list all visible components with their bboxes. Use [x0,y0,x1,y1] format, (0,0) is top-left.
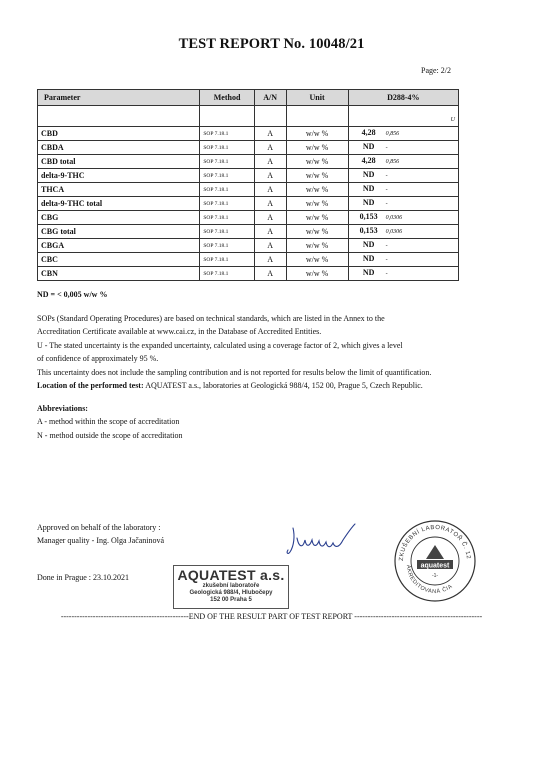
parameter-cell: THCA [38,183,200,197]
result-value: ND [362,170,375,179]
approval-line1: Approved on behalf of the laboratory : [37,523,161,532]
report-title: TEST REPORT No. 10048/21 [178,36,365,52]
result-value: ND [362,268,375,277]
result-value: 4,28 [361,156,376,165]
method-cell: SOP 7.18.1 [200,169,255,183]
an-cell: A [254,225,286,239]
method-cell: SOP 7.18.1 [200,127,255,141]
an-cell: A [254,169,286,183]
seal-number: -1- [431,573,439,579]
unit-cell: w/w % [286,225,348,239]
uncertainty-value: - [385,271,388,277]
an-cell: A [254,141,286,155]
header-unit: Unit [286,90,348,106]
laboratory-stamp [173,565,289,609]
result-cell [348,197,458,211]
abbreviations-title: Abbreviations: [37,404,88,413]
uncertainty-value: - [385,173,388,179]
uncertainty-value: - [385,187,388,193]
result-value: 4,28 [361,128,376,137]
an-cell: A [254,183,286,197]
table-row [38,211,459,225]
result-value: ND [362,142,375,151]
table-row [38,267,459,281]
unit-cell: w/w % [286,253,348,267]
done-in-prague: Done in Prague : 23.10.2021 [37,573,129,582]
method-cell: SOP 7.18.1 [200,211,255,225]
method-cell: SOP 7.18.1 [200,183,255,197]
an-cell: A [254,197,286,211]
header-parameter: Parameter [38,90,200,106]
an-cell: A [254,267,286,281]
table-row [38,197,459,211]
result-cell [348,127,458,141]
table-row [38,225,459,239]
an-cell: A [254,239,286,253]
uncertainty-label: U [348,106,458,127]
abbreviation-a: A - method within the scope of accreditation [37,417,180,427]
unit-cell: w/w % [286,211,348,225]
location-value: AQUATEST a.s., laboratories at Geologická 988/4, 152 00, Prague 5, Czech Republic. [145,381,423,391]
unit-cell: w/w % [286,155,348,169]
parameter-cell: CBG total [38,225,200,239]
result-cell [348,239,458,253]
uncertainty-value: 0,856 [385,159,400,165]
location-note [37,379,507,392]
signature-icon [285,520,365,560]
an-cell: A [254,211,286,225]
sampling-note: This uncertainty does not include the sampling contribution and is not reported for results below the limit of quantification. [37,367,432,377]
approval-line2: Manager quality - Ing. Olga Jačaninová [37,535,165,545]
result-value: 0,153 [359,212,378,221]
table-row [38,169,459,183]
uncertainty-value: - [385,243,388,249]
parameter-cell: CBG [38,211,200,225]
unit-cell: w/w % [286,169,348,183]
parameter-cell: CBD [38,127,200,141]
method-cell: SOP 7.18.1 [200,155,255,169]
method-cell: SOP 7.18.1 [200,267,255,281]
parameter-cell: delta-9-THC total [38,197,200,211]
abbreviation-n: N - method outside the scope of accreditation [37,430,183,440]
uncertainty-value: - [385,257,388,263]
result-cell [348,211,458,225]
result-value: ND [362,254,375,263]
parameter-cell: CBD total [38,155,200,169]
method-cell: SOP 7.18.1 [200,197,255,211]
uncertainty-value: - [385,201,388,207]
unit-cell: w/w % [286,239,348,253]
an-cell: A [254,253,286,267]
unit-cell: w/w % [286,127,348,141]
end-of-results-footer: ------------------------------------------------END OF THE RESULT PART OF TEST REPORT ------------------------------------------------ [60,612,483,621]
result-cell [348,155,458,169]
result-cell [348,253,458,267]
result-value: ND [362,184,375,193]
uncertainty-value: 0,856 [385,131,400,137]
uncertainty-note-line1: U - The stated uncertainty is the expanded uncertainty, calculated using a coverage factor of 2, which gives a level [37,340,403,350]
seal-bottom-text: AKREDITOVANÁ ČIA [404,564,454,596]
seal-center-text: aquatest [420,562,450,570]
nd-note: ND = < 0,005 w/w % [37,290,108,299]
header-method: Method [200,90,255,106]
table-row [38,141,459,155]
parameter-cell: delta-9-THC [38,169,200,183]
an-cell: A [254,155,286,169]
method-cell: SOP 7.18.1 [200,141,255,155]
stamp-line1: zkušební laboratoře [202,583,260,589]
abbreviations-block [37,402,183,442]
method-cell: SOP 7.18.1 [200,239,255,253]
unit-cell: w/w % [286,197,348,211]
table-row [38,155,459,169]
result-cell [348,141,458,155]
results-table [37,89,459,281]
stamp-line3: 152 00 Praha 5 [210,597,252,603]
uncertainty-value: 0,0306 [385,229,403,235]
table-row [38,253,459,267]
stamp-brand: AQUATEST a.s. [177,567,285,583]
parameter-cell: CBGA [38,239,200,253]
unit-cell: w/w % [286,183,348,197]
table-row [38,127,459,141]
unit-cell: w/w % [286,141,348,155]
parameter-cell: CBC [38,253,200,267]
page-number: Page: 2/2 [421,66,451,75]
approval-block [37,522,164,547]
an-cell: A [254,127,286,141]
header-an: A/N [254,90,286,106]
table-header-row [38,90,459,106]
method-cell: SOP 7.18.1 [200,225,255,239]
accreditation-seal-icon [393,519,477,603]
result-cell [348,225,458,239]
stamp-line2: Geologická 988/4, Hlubočepy [189,590,273,596]
sop-note-line2: Accreditation Certificate available at www.cai.cz, in the Database of Accredited Entities. [37,327,322,337]
uncertainty-value: - [385,145,388,151]
result-value: ND [362,198,375,207]
uncertainty-note-line2: of confidence of approximately 95 %. [37,354,159,364]
result-value: 0,153 [359,226,378,235]
parameter-cell: CBN [38,267,200,281]
method-cell: SOP 7.18.1 [200,253,255,267]
parameter-cell: CBDA [38,141,200,155]
seal-top-text: ZKUŠEBNÍ LABORATOŘ Č. 12 [398,524,471,562]
uncertainty-value: 0,0306 [385,215,403,221]
notes-block [37,312,507,392]
table-row [38,239,459,253]
unit-cell: w/w % [286,267,348,281]
result-cell [348,183,458,197]
table-row [38,183,459,197]
header-sample: D288-4% [348,90,458,106]
result-cell [348,267,458,281]
sop-note-line1: SOPs (Standard Operating Procedures) are based on technical standards, which are listed in the Annex to the [37,314,385,323]
location-label: Location of the performed test: [37,381,144,391]
uncertainty-label-row [38,106,459,127]
result-value: ND [362,240,375,249]
result-cell [348,169,458,183]
